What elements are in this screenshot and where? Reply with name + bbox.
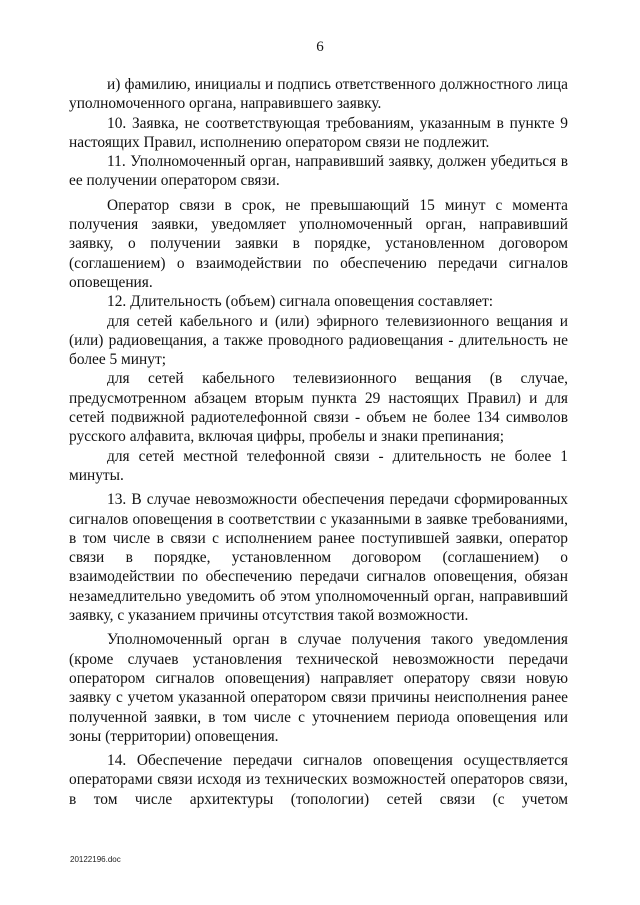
paragraph-signature-item: и) фамилию, инициалы и подпись ответственного должностного лица уполномоченного органа, направившего заявку. xyxy=(69,76,568,113)
paragraph-11: 11. Уполномоченный орган, направивший заявку, должен убедиться в ее получении оператором связи. xyxy=(69,153,568,190)
document-body xyxy=(69,75,568,809)
paragraph-12: 12. Длительность (объем) сигнала оповещения составляет: xyxy=(107,293,494,311)
paragraph-10: 10. Заявка, не соответствующая требованиям, указанным в пункте 9 настоящих Правил, исполнению оператором связи не подлежит. xyxy=(69,114,568,151)
paragraph-14: 14. Обеспечение передачи сигналов оповещения осуществляется операторами связи исходя из технических возможностей операторов связи, в том числе архитектуры (топологии) сетей связи (с учетом xyxy=(69,752,568,808)
page-number: 6 xyxy=(316,39,324,55)
paragraph-operator-notification: Оператор связи в срок, не превышающий 15 минут с момента получения заявки, уведомляет уполномоченный орган, направивший заявку, о получении заявки в порядке, установленном договором (соглашением) о взаимодействии по обеспечению передачи сигналов оповещения. xyxy=(69,196,568,291)
paragraph-12-cable-mobile: для сетей кабельного телевизионного вещания (в случае, предусмотренном абзацем вторым пункта 29 настоящих Правил) и для сетей подвижной радиотелефонной связи - объем не более 134 символов русского алфавита, включая цифры, пробелы и знаки препинания; xyxy=(69,370,568,446)
paragraph-12-local-phone: для сетей местной телефонной связи - длительность не более 1 минуты. xyxy=(69,447,568,484)
paragraph-13-new-request: Уполномоченный орган в случае получения такого уведомления (кроме случаев установления технической невозможности передачи оператором сигналов оповещения) направляет оператору связи новую заявку с учетом указанной оператором связи причины неисполнения ранее полученной заявки, в том числе с уточнением периода оповещения или зоны (территории) оповещения. xyxy=(69,631,568,745)
paragraph-13: 13. В случае невозможности обеспечения передачи сформированных сигналов оповещения в соответствии с указанными в заявке требованиями, в том числе в связи с исполнением ранее поступившей заявки, оператор связи в порядке, установленном договором (соглашением) о взаимодействии по обеспечению передачи сигналов оповещения, обязан незамедлительно уведомить об этом уполномоченный орган, направивший заявку, с указанием причины отсутствия такой возможности. xyxy=(69,491,568,625)
paragraph-12-tv-radio: для сетей кабельного и (или) эфирного телевизионного вещания и (или) радиовещания, а также проводного радиовещания - длительность не более 5 минут; xyxy=(69,312,568,369)
document-filename: 20122196.doc xyxy=(70,855,121,864)
